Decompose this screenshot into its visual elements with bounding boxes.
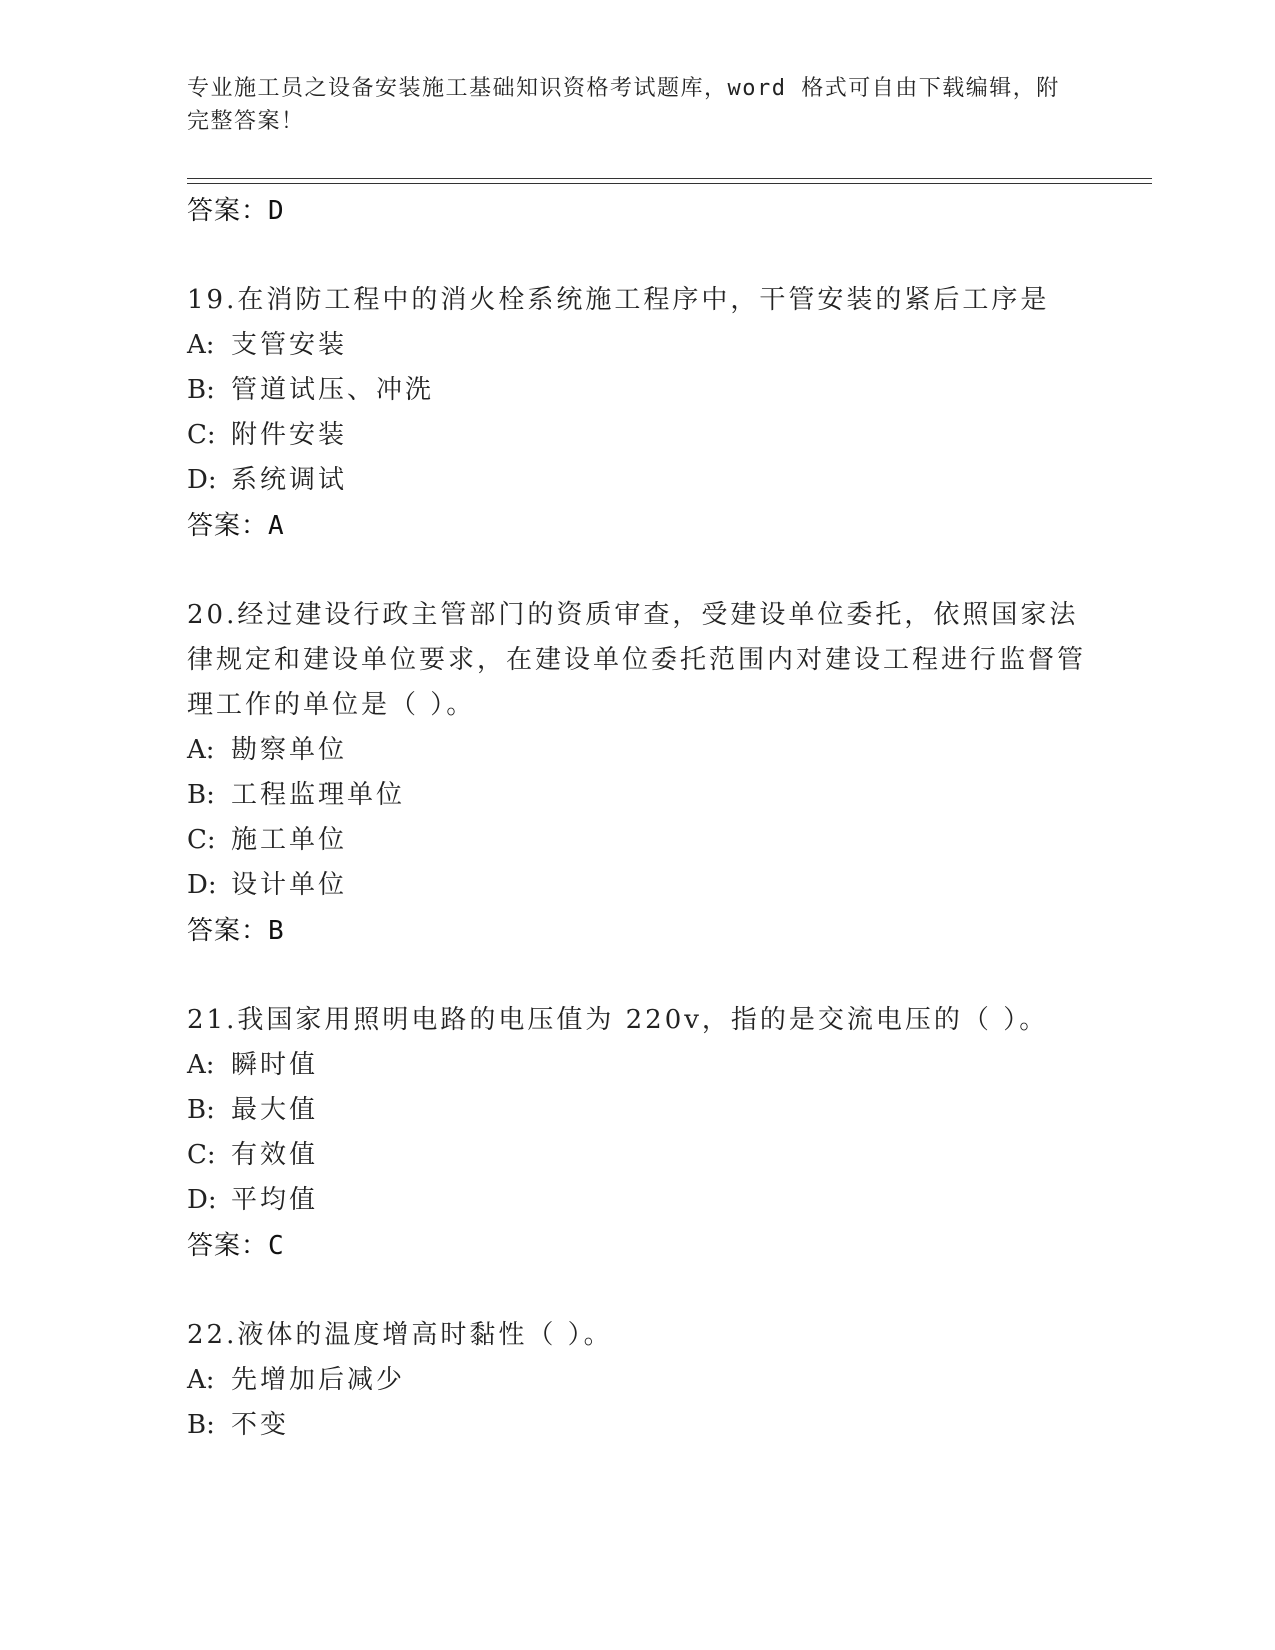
- option-item: [187, 458, 1087, 503]
- answer-line: 答案：D: [187, 196, 285, 226]
- option-letter: C:: [187, 420, 216, 450]
- option-text: 最大值: [231, 1095, 319, 1125]
- option-letter: D:: [187, 1185, 217, 1215]
- option-letter: B:: [187, 375, 215, 405]
- question-text: 19.在消防工程中的消火栓系统施工程序中，干管安装的紧后工序是: [187, 285, 1050, 315]
- option-item: [187, 413, 1087, 458]
- option-letter: C:: [187, 1140, 216, 1170]
- option-item: [187, 1088, 1087, 1133]
- question-text: 20.经过建设行政主管部门的资质审查，受建设单位委托，依照国家法律规定和建设单位要求，在建设单位委托范围内对建设工程进行监督管理工作的单位是（ ）。: [187, 600, 1087, 720]
- question-text: 22.液体的温度增高时黏性（ ）。: [187, 1320, 613, 1350]
- option-text: 勘察单位: [231, 735, 348, 765]
- option-item: [187, 1043, 1087, 1088]
- option-letter: D:: [187, 870, 217, 900]
- option-item: [187, 773, 1087, 818]
- answer-line: 答案：C: [187, 1231, 285, 1261]
- option-letter: A:: [187, 330, 215, 360]
- option-item: [187, 1178, 1087, 1223]
- option-text: 施工单位: [231, 825, 348, 855]
- option-item: [187, 728, 1087, 773]
- option-letter: B:: [187, 1095, 215, 1125]
- option-letter: A:: [187, 735, 215, 765]
- option-item: [187, 863, 1087, 908]
- answer-line: 答案：B: [187, 916, 285, 946]
- option-text: 管道试压、冲洗: [231, 375, 435, 405]
- option-item: [187, 1403, 1087, 1448]
- option-item: [187, 1133, 1087, 1178]
- option-item: [187, 818, 1087, 863]
- header-divider-top: [187, 178, 1152, 179]
- option-item: [187, 323, 1087, 368]
- option-letter: B:: [187, 1410, 215, 1440]
- option-text: 有效值: [231, 1140, 319, 1170]
- option-text: 支管安装: [231, 330, 348, 360]
- option-text: 工程监理单位: [231, 780, 406, 810]
- option-text: 瞬时值: [231, 1050, 319, 1080]
- answer-line: 答案：A: [187, 511, 285, 541]
- option-text: 设计单位: [231, 870, 348, 900]
- option-letter: A:: [187, 1050, 215, 1080]
- option-item: [187, 1358, 1087, 1403]
- document-header: 专业施工员之设备安装施工基础知识资格考试题库，word 格式可自由下载编辑，附完整答案！: [187, 76, 1060, 134]
- option-item: [187, 368, 1087, 413]
- option-letter: C:: [187, 825, 216, 855]
- option-letter: A:: [187, 1365, 215, 1395]
- option-text: 不变: [231, 1410, 290, 1440]
- option-text: 先增加后减少: [231, 1365, 406, 1395]
- option-text: 附件安装: [231, 420, 348, 450]
- option-letter: B:: [187, 780, 215, 810]
- question-list: [187, 188, 1087, 1448]
- option-text: 系统调试: [231, 465, 348, 495]
- option-text: 平均值: [231, 1185, 319, 1215]
- question-text: 21.我国家用照明电路的电压值为 220v，指的是交流电压的（ ）。: [187, 1005, 1049, 1035]
- header-divider-bottom: [187, 183, 1152, 184]
- option-letter: D:: [187, 465, 217, 495]
